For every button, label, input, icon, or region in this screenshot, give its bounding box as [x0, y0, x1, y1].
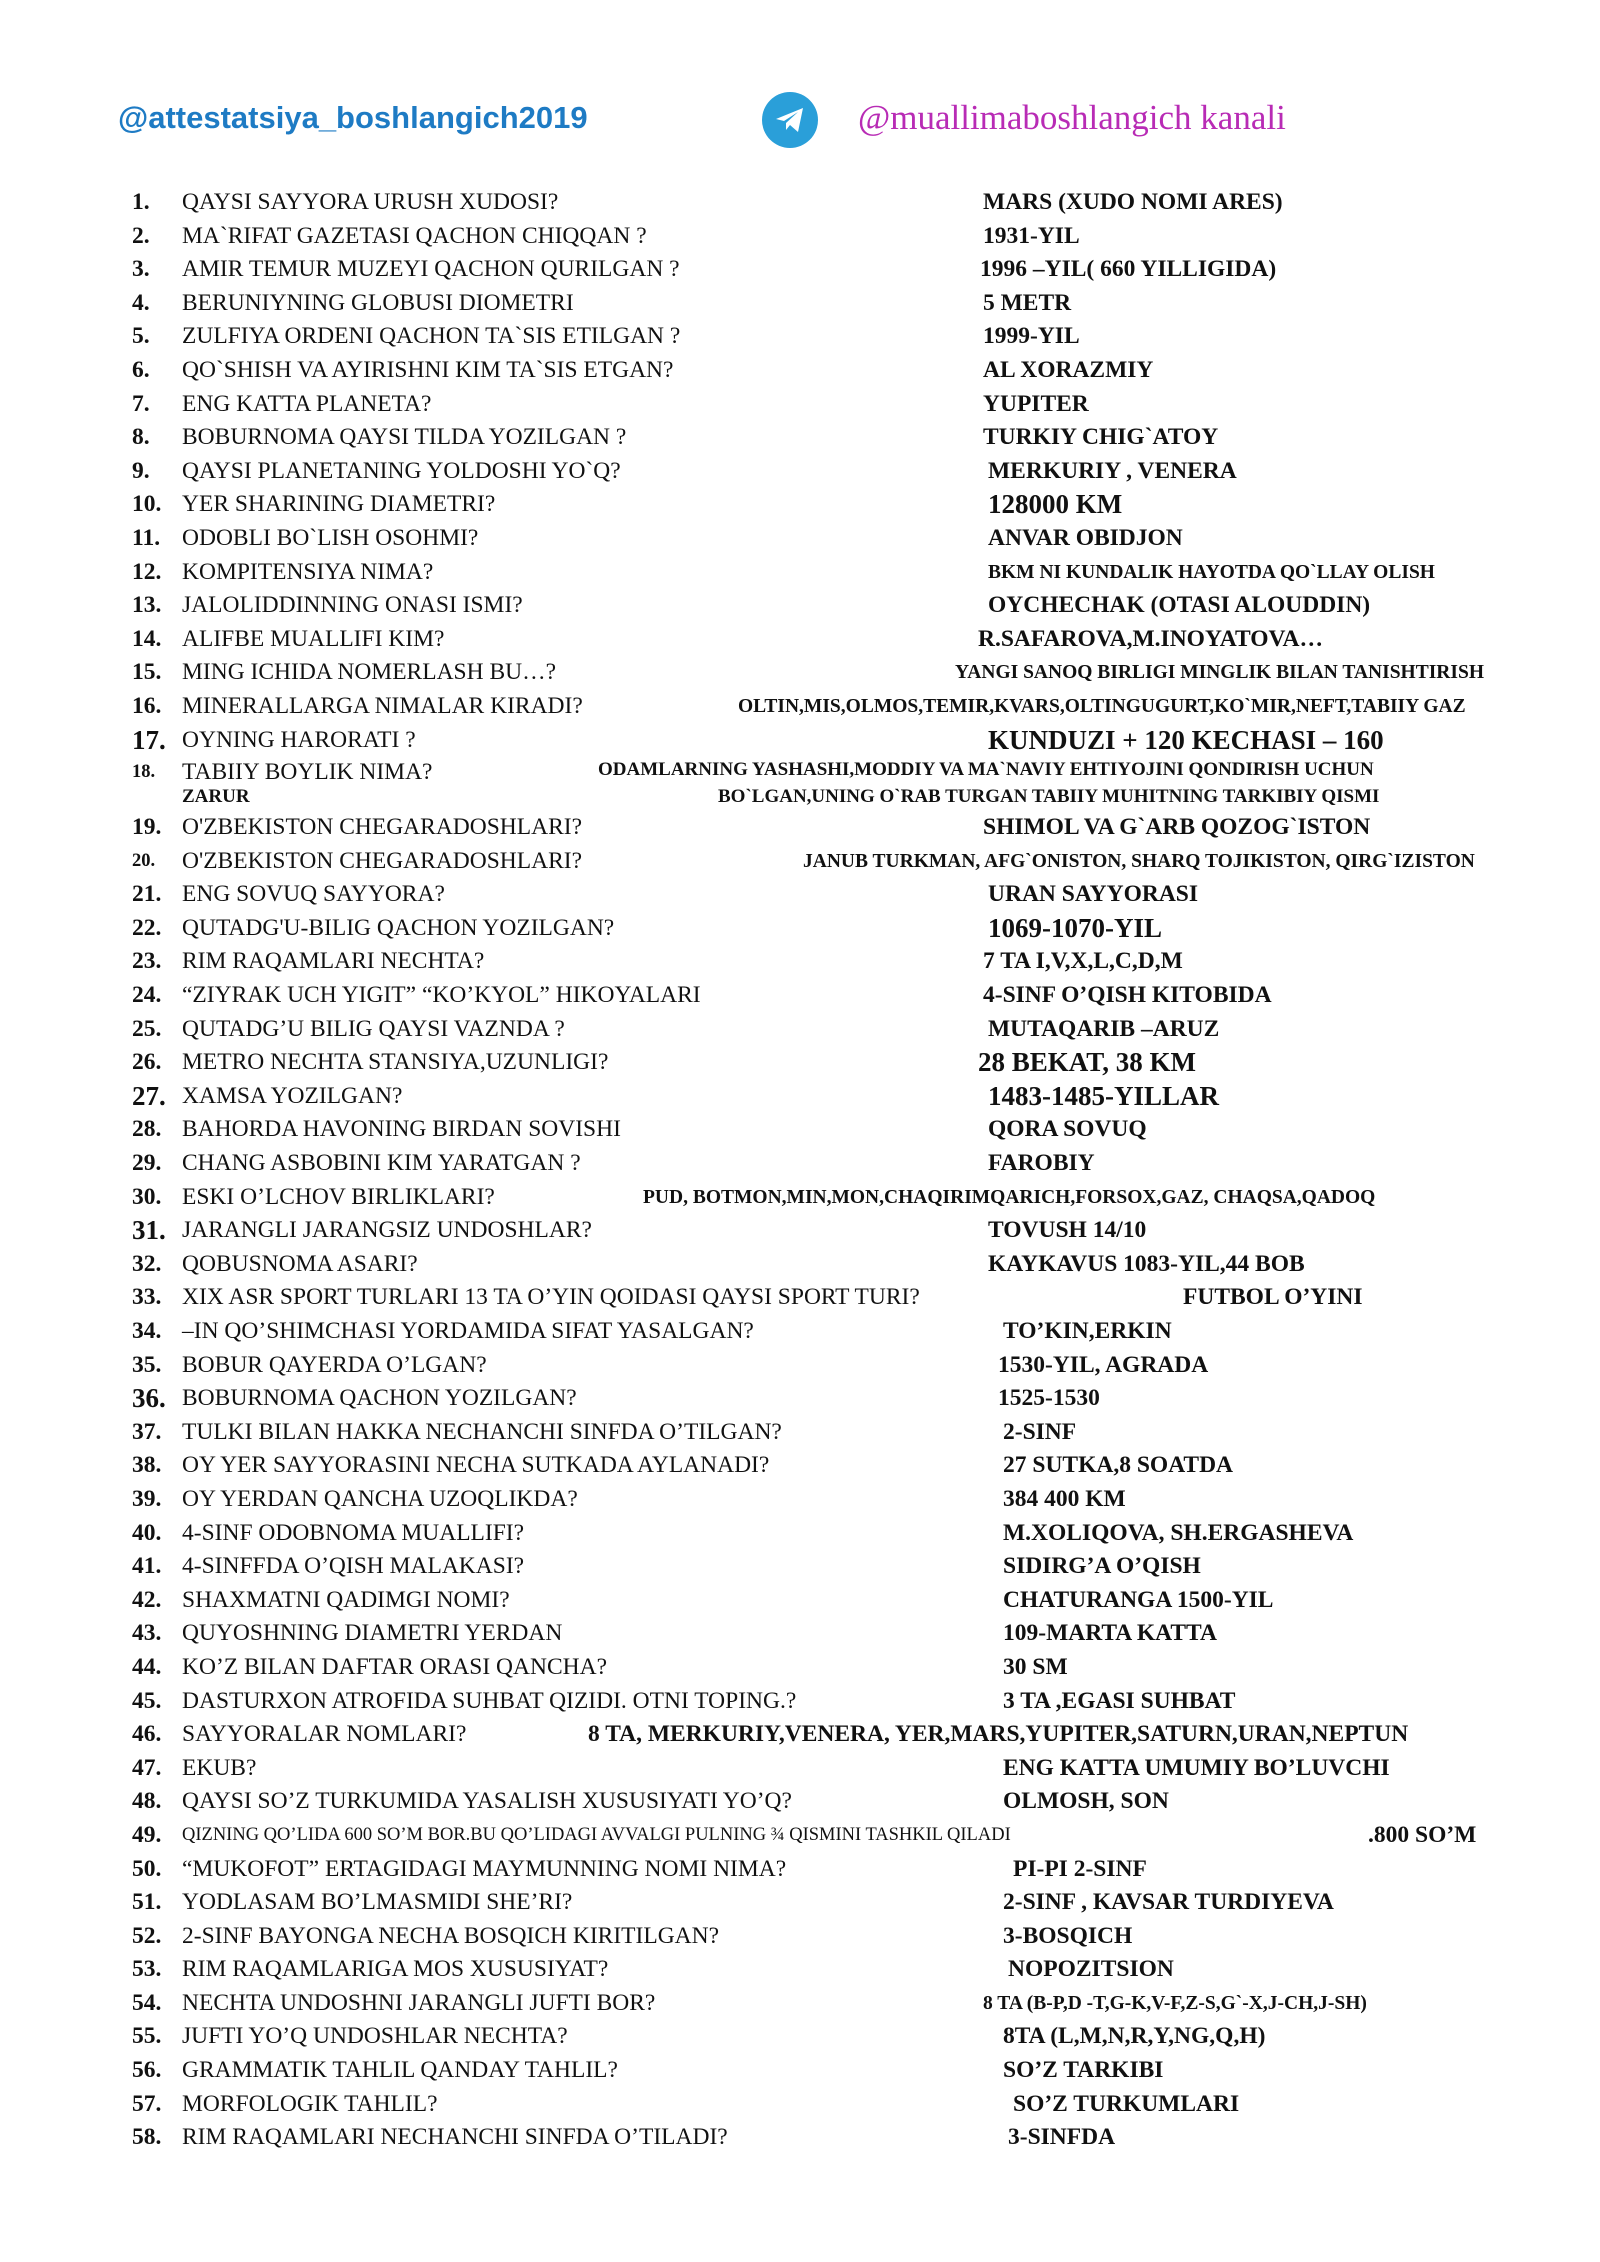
question-text: BOBURNOMA QAYSI TILDA YOZILGAN ?: [182, 424, 627, 451]
question-text: QUTADG’U BILIG QAYSI VAZNDA ?: [182, 1015, 565, 1042]
question-text: O'ZBEKISTON CHEGARADOSHLARI?: [182, 847, 583, 874]
qa-row: [0, 811, 1600, 845]
question-text: NECHTA UNDOSHNI JARANGLI JUFTI BOR?: [182, 1989, 656, 2016]
answer-text: 128000 KM: [988, 489, 1123, 520]
question-text: OY YERDAN QANCHA UZOQLIKDA?: [182, 1485, 578, 1512]
qa-row: [0, 1483, 1600, 1517]
item-number: 50.: [132, 1855, 162, 1882]
answer-text: 1996 –YIL( 660 YILLIGIDA): [980, 256, 1277, 283]
answer-text: KUNDUZI + 120 KECHASI – 160: [988, 724, 1384, 755]
item-number: 54.: [132, 1989, 162, 2016]
item-number: 16.: [132, 692, 162, 719]
question-text: BOBURNOMA QACHON YOZILGAN?: [182, 1385, 577, 1412]
question-text: QUYOSHNING DIAMETRI YERDAN: [182, 1620, 563, 1647]
qa-row: [0, 1617, 1600, 1651]
question-text: QO`SHISH VA AYIRISHNI KIM TA`SIS ETGAN?: [182, 356, 674, 383]
item-number: 45.: [132, 1687, 162, 1714]
item-number: 42.: [132, 1586, 162, 1613]
answer-text: 3 TA ,EGASI SUHBAT: [1003, 1687, 1236, 1714]
answer-text: 1931-YIL: [983, 222, 1080, 249]
answer-text: 1525-1530: [998, 1385, 1100, 1412]
item-number: 41.: [132, 1553, 162, 1580]
answer-text: 30 SM: [1003, 1653, 1068, 1680]
answer-text-continued: BO`LGAN,UNING O`RAB TURGAN TABIIY MUHITNING TARKIBIY QISMI: [718, 786, 1380, 808]
question-text: –IN QO’SHIMCHASI YORDAMIDA SIFAT YASALGAN?: [182, 1318, 754, 1344]
item-number: 4.: [132, 289, 150, 316]
qa-row: [0, 589, 1600, 623]
question-text: QAYSI SAYYORA URUSH XUDOSI?: [182, 189, 559, 215]
answer-text: 5 METR: [983, 289, 1072, 316]
answer-text: PUD, BOTMON,MIN,MON,CHAQIRIMQARICH,FORSOX,GAZ, CHAQSA,QADOQ: [643, 1186, 1376, 1208]
qa-row: [0, 1685, 1600, 1719]
item-number: 35.: [132, 1351, 162, 1378]
item-number: 25.: [132, 1015, 162, 1042]
question-text: JARANGLI JARANGSIZ UNDOSHLAR?: [182, 1217, 592, 1244]
qa-row: [0, 1550, 1600, 1584]
item-number: 10.: [132, 491, 162, 518]
answer-text: .800 SO’M: [1368, 1821, 1477, 1848]
answer-text: 3-BOSQICH: [1003, 1922, 1133, 1949]
item-number: 5.: [132, 323, 150, 350]
qa-row: [0, 1214, 1600, 1248]
answer-text: YUPITER: [983, 390, 1089, 417]
item-number: 14.: [132, 625, 162, 652]
answer-text: MERKURIY , VENERA: [988, 457, 1237, 484]
question-text: TABIIY BOYLIK NIMA?: [182, 759, 433, 786]
item-number: 31.: [132, 1215, 166, 1246]
answer-text: 27 SUTKA,8 SOATDA: [1003, 1452, 1234, 1479]
question-text: MA`RIFAT GAZETASI QACHON CHIQQAN ?: [182, 222, 647, 249]
answer-text: URAN SAYYORASI: [988, 881, 1199, 908]
question-text: ENG SOVUQ SAYYORA?: [182, 881, 445, 908]
qa-row: [0, 724, 1600, 758]
qa-row: [0, 757, 1600, 811]
qa-row: [0, 287, 1600, 321]
qa-row: [0, 912, 1600, 946]
question-text: ZULFIYA ORDENI QACHON TA`SIS ETILGAN ?: [182, 323, 681, 350]
item-number: 6.: [132, 356, 150, 383]
qa-row: [0, 1080, 1600, 1114]
item-number: 37.: [132, 1418, 162, 1445]
qa-row: [0, 1046, 1600, 1080]
answer-text: 2-SINF: [1003, 1418, 1077, 1445]
item-number: 20.: [132, 850, 156, 871]
answer-text: PI-PI 2-SINF: [1013, 1855, 1147, 1882]
answer-text: KAYKAVUS 1083-YIL,44 BOB: [988, 1250, 1305, 1277]
qa-row: [0, 945, 1600, 979]
question-text: JALOLIDDINNING ONASI ISMI?: [182, 592, 523, 619]
question-text: XAMSA YOZILGAN?: [182, 1082, 403, 1109]
question-text: KO’Z BILAN DAFTAR ORASI QANCHA?: [182, 1653, 608, 1680]
item-number: 7.: [132, 390, 150, 417]
item-number: 2.: [132, 222, 150, 249]
item-number: 52.: [132, 1922, 162, 1949]
item-number: 55.: [132, 2023, 162, 2050]
answer-text: ANVAR OBIDJON: [988, 524, 1183, 551]
question-text: ODOBLI BO`LISH OSOHMI?: [182, 524, 479, 551]
answer-text: SO’Z TARKIBI: [1003, 2057, 1164, 2084]
telegram-icon[interactable]: [762, 92, 818, 148]
question-text: MINERALLARGA NIMALAR KIRADI?: [182, 692, 583, 719]
item-number: 3.: [132, 256, 150, 283]
question-text: KOMPITENSIYA NIMA?: [182, 558, 434, 585]
item-number: 40.: [132, 1519, 162, 1546]
answer-text: FUTBOL O’YINI: [1183, 1284, 1363, 1311]
item-number: 15.: [132, 659, 162, 686]
item-number: 9.: [132, 457, 150, 484]
qa-row: [0, 2088, 1600, 2122]
item-number: 21.: [132, 881, 162, 908]
qa-row: [0, 1718, 1600, 1752]
question-text: GRAMMATIK TAHLIL QANDAY TAHLIL?: [182, 2057, 618, 2084]
qa-row: [0, 488, 1600, 522]
item-number: 58.: [132, 2124, 162, 2151]
answer-text: SHIMOL VA G`ARB QOZOG`ISTON: [983, 814, 1371, 841]
item-number: 43.: [132, 1620, 162, 1647]
item-number: 27.: [132, 1080, 166, 1111]
qa-row: [0, 1819, 1600, 1853]
item-number: 53.: [132, 1956, 162, 1983]
item-number: 18.: [132, 762, 156, 783]
answer-text: 1483-1485-YILLAR: [988, 1080, 1220, 1111]
item-number: 11.: [132, 524, 161, 551]
answer-text: 8TA (L,M,N,R,Y,NG,Q,H): [1003, 2023, 1266, 2050]
item-number: 56.: [132, 2057, 162, 2084]
qa-row: [0, 1349, 1600, 1383]
item-number: 28.: [132, 1116, 162, 1143]
answer-text: TOVUSH 14/10: [988, 1217, 1147, 1244]
question-text: QAYSI SO’Z TURKUMIDA YASALISH XUSUSIYATI YO’Q?: [182, 1788, 792, 1815]
question-text: ENG KATTA PLANETA?: [182, 390, 432, 417]
answer-text: YANGI SANOQ BIRLIGI MINGLIK BILAN TANISHTIRISH: [955, 662, 1484, 684]
question-text: METRO NECHTA STANSIYA,UZUNLIGI?: [182, 1049, 609, 1076]
answer-text: 3-SINFDA: [1008, 2124, 1116, 2151]
qa-row: [0, 1147, 1600, 1181]
answer-text: MUTAQARIB –ARUZ: [988, 1015, 1220, 1042]
question-text: “ZIYRAK UCH YIGIT” “KO’KYOL” HIKOYALARI: [182, 982, 701, 1009]
question-text: YER SHARINING DIAMETRI?: [182, 491, 496, 518]
question-text: ESKI O’LCHOV BIRLIKLARI?: [182, 1183, 495, 1210]
question-text: TULKI BILAN HAKKA NECHANCHI SINFDA O’TILGAN?: [182, 1418, 782, 1445]
answer-text: OLMOSH, SON: [1003, 1788, 1169, 1815]
question-text: MORFOLOGIK TAHLIL?: [182, 2090, 438, 2117]
qa-list: [0, 186, 1600, 2155]
answer-text: 2-SINF , KAVSAR TURDIYEVA: [1003, 1889, 1334, 1916]
item-number: 51.: [132, 1889, 162, 1916]
item-number: 12.: [132, 558, 162, 585]
qa-row: [0, 556, 1600, 590]
qa-row: [0, 1651, 1600, 1685]
item-number: 47.: [132, 1754, 162, 1781]
answer-text: 8 TA, MERKURIY,VENERA, YER,MARS,YUPITER,SATURN,URAN,NEPTUN: [588, 1721, 1409, 1748]
answer-text: 4-SINF O’QISH KITOBIDA: [983, 982, 1272, 1009]
qa-row: [0, 253, 1600, 287]
item-number: 46.: [132, 1721, 162, 1748]
question-text: JUFTI YO’Q UNDOSHLAR NECHTA?: [182, 2023, 568, 2050]
question-text: QAYSI PLANETANING YOLDOSHI YO`Q?: [182, 457, 621, 484]
answer-text: 8 TA (B-P,D -T,G-K,V-F,Z-S,G`-X,J-CH,J-SH): [983, 1992, 1367, 2014]
answer-text: ODAMLARNING YASHASHI,MODDIY VA MA`NAVIY EHTIYOJINI QONDIRISH UCHUN: [598, 759, 1374, 781]
question-text: QUTADG'U-BILIG QACHON YOZILGAN?: [182, 914, 615, 941]
answer-text: FAROBIY: [988, 1150, 1095, 1177]
qa-row: [0, 878, 1600, 912]
question-text: O'ZBEKISTON CHEGARADOSHLARI?: [182, 814, 583, 841]
qa-row: [0, 1449, 1600, 1483]
item-number: 49.: [132, 1821, 162, 1848]
item-number: 30.: [132, 1183, 162, 1210]
item-number: 29.: [132, 1150, 162, 1177]
qa-row: [0, 1886, 1600, 1920]
answer-text: CHATURANGA 1500-YIL: [1003, 1586, 1274, 1613]
answer-text: SO’Z TURKUMLARI: [1013, 2090, 1240, 2117]
answer-text: TURKIY CHIG`ATOY: [983, 424, 1219, 451]
answer-text: 28 BEKAT, 38 KM: [978, 1047, 1197, 1078]
answer-text: OYCHECHAK (OTASI ALOUDDIN): [988, 592, 1371, 619]
qa-row: [0, 1920, 1600, 1954]
question-text: OYNING HARORATI ?: [182, 726, 416, 753]
answer-text: 384 400 KM: [1003, 1485, 1126, 1512]
question-text: BOBUR QAYERDA O’LGAN?: [182, 1351, 487, 1378]
qa-row: [0, 656, 1600, 690]
qa-row: [0, 1953, 1600, 1987]
header: [0, 92, 1600, 152]
qa-row: [0, 455, 1600, 489]
question-text: ALIFBE MUALLIFI KIM?: [182, 625, 445, 652]
item-number: 33.: [132, 1284, 162, 1311]
qa-row: [0, 421, 1600, 455]
question-text: RIM RAQAMLARI NECHANCHI SINFDA O’TILADI?: [182, 2124, 728, 2151]
item-number: 1.: [132, 189, 150, 215]
question-text: OY YER SAYYORASINI NECHA SUTKADA AYLANADI?: [182, 1452, 770, 1479]
answer-text: BKM NI KUNDALIK HAYOTDA QO`LLAY OLISH: [988, 561, 1435, 583]
question-text: DASTURXON ATROFIDA SUHBAT QIZIDI. OTNI TOPING.?: [182, 1687, 797, 1714]
question-text: QIZNING QO’LIDA 600 SO’M BOR.BU QO’LIDAGI AVVALGI PULNING ¾ QISMINI TASHKIL QILADI: [182, 1824, 1011, 1845]
question-text-continued: ZARUR: [182, 786, 250, 808]
question-text: SAYYORALAR NOMLARI?: [182, 1721, 467, 1748]
qa-row: [0, 623, 1600, 657]
item-number: 8.: [132, 424, 150, 451]
item-number: 22.: [132, 914, 162, 941]
item-number: 17.: [132, 724, 166, 755]
item-number: 19.: [132, 814, 162, 841]
question-text: SHAXMATNI QADIMGI NOMI?: [182, 1586, 510, 1613]
question-text: YODLASAM BO’LMASMIDI SHE’RI?: [182, 1889, 573, 1916]
answer-text: 109-MARTA KATTA: [1003, 1620, 1217, 1647]
answer-text: JANUB TURKMAN, AFG`ONISTON, SHARQ TOJIKISTON, QIRG`IZISTON: [803, 850, 1475, 872]
item-number: 36.: [132, 1383, 166, 1414]
qa-row: [0, 2121, 1600, 2155]
qa-row: [0, 354, 1600, 388]
qa-row: [0, 1181, 1600, 1215]
question-text: RIM RAQAMLARI NECHTA?: [182, 948, 485, 975]
answer-text: QORA SOVUQ: [988, 1116, 1147, 1143]
question-text: 4-SINFFDA O’QISH MALAKASI?: [182, 1553, 525, 1580]
qa-row: [0, 320, 1600, 354]
qa-row: [0, 220, 1600, 254]
channel-handle-right[interactable]: @muallimaboshlangich kanali: [858, 98, 1286, 137]
item-number: 23.: [132, 948, 162, 975]
item-number: 39.: [132, 1485, 162, 1512]
answer-text: R.SAFAROVA,M.INOYATOVA…: [978, 625, 1323, 652]
qa-row: [0, 1584, 1600, 1618]
answer-text: 7 TA I,V,X,L,C,D,M: [983, 948, 1183, 975]
qa-row: [0, 1382, 1600, 1416]
question-text: MING ICHIDA NOMERLASH BU…?: [182, 659, 557, 686]
answer-text: ENG KATTA UMUMIY BO’LUVCHI: [1003, 1754, 1390, 1781]
qa-row: [0, 522, 1600, 556]
qa-row: [0, 1113, 1600, 1147]
question-text: BAHORDA HAVONING BIRDAN SOVISHI: [182, 1116, 621, 1143]
answer-text: TO’KIN,ERKIN: [1003, 1318, 1172, 1344]
qa-row: [0, 1416, 1600, 1450]
qa-row: [0, 1517, 1600, 1551]
qa-row: [0, 1785, 1600, 1819]
question-text: CHANG ASBOBINI KIM YARATGAN ?: [182, 1150, 581, 1177]
qa-row: [0, 1248, 1600, 1282]
qa-row: [0, 2054, 1600, 2088]
question-text: XIX ASR SPORT TURLARI 13 TA O’YIN QOIDASI QAYSI SPORT TURI?: [182, 1284, 920, 1311]
item-number: 24.: [132, 982, 162, 1009]
answer-text: 1069-1070-YIL: [988, 912, 1162, 943]
qa-row: [0, 690, 1600, 724]
qa-row: [0, 1013, 1600, 1047]
qa-row: [0, 1315, 1600, 1349]
item-number: 13.: [132, 592, 162, 619]
qa-row: [0, 845, 1600, 879]
answer-text: 1999-YIL: [983, 323, 1080, 350]
answer-text: NOPOZITSION: [1008, 1956, 1174, 1983]
qa-row: [0, 388, 1600, 422]
question-text: AMIR TEMUR MUZEYI QACHON QURILGAN ?: [182, 256, 680, 283]
item-number: 57.: [132, 2090, 162, 2117]
question-text: 2-SINF BAYONGA NECHA BOSQICH KIRITILGAN?: [182, 1922, 720, 1949]
answer-text: M.XOLIQOVA, SH.ERGASHEVA: [1003, 1519, 1354, 1546]
qa-row: [0, 1281, 1600, 1315]
qa-row: [0, 1853, 1600, 1887]
item-number: 48.: [132, 1788, 162, 1815]
channel-handle-left[interactable]: @attestatsiya_boshlangich2019: [118, 100, 588, 135]
answer-text: AL XORAZMIY: [983, 356, 1154, 383]
item-number: 26.: [132, 1049, 162, 1076]
qa-row: [0, 2020, 1600, 2054]
qa-row: [0, 1752, 1600, 1786]
qa-row: [0, 979, 1600, 1013]
item-number: 32.: [132, 1250, 162, 1277]
item-number: 34.: [132, 1318, 162, 1344]
question-text: EKUB?: [182, 1754, 257, 1781]
item-number: 44.: [132, 1653, 162, 1680]
qa-row: [0, 1987, 1600, 2021]
answer-text: 1530-YIL, AGRADA: [998, 1351, 1209, 1378]
item-number: 38.: [132, 1452, 162, 1479]
question-text: QOBUSNOMA ASARI?: [182, 1250, 418, 1277]
qa-row: [0, 186, 1600, 220]
answer-text: MARS (XUDO NOMI ARES): [983, 189, 1283, 215]
answer-text: SIDIRG’A O’QISH: [1003, 1553, 1201, 1580]
answer-text: OLTIN,MIS,OLMOS,TEMIR,KVARS,OLTINGUGURT,KO`MIR,NEFT,TABIIY GAZ: [738, 695, 1466, 717]
question-text: “MUKOFOT” ERTAGIDAGI MAYMUNNING NOMI NIMA?: [182, 1855, 787, 1882]
question-text: 4-SINF ODOBNOMA MUALLIFI?: [182, 1519, 525, 1546]
question-text: RIM RAQAMLARIGA MOS XUSUSIYAT?: [182, 1956, 609, 1983]
question-text: BERUNIYNING GLOBUSI DIOMETRI: [182, 289, 574, 316]
